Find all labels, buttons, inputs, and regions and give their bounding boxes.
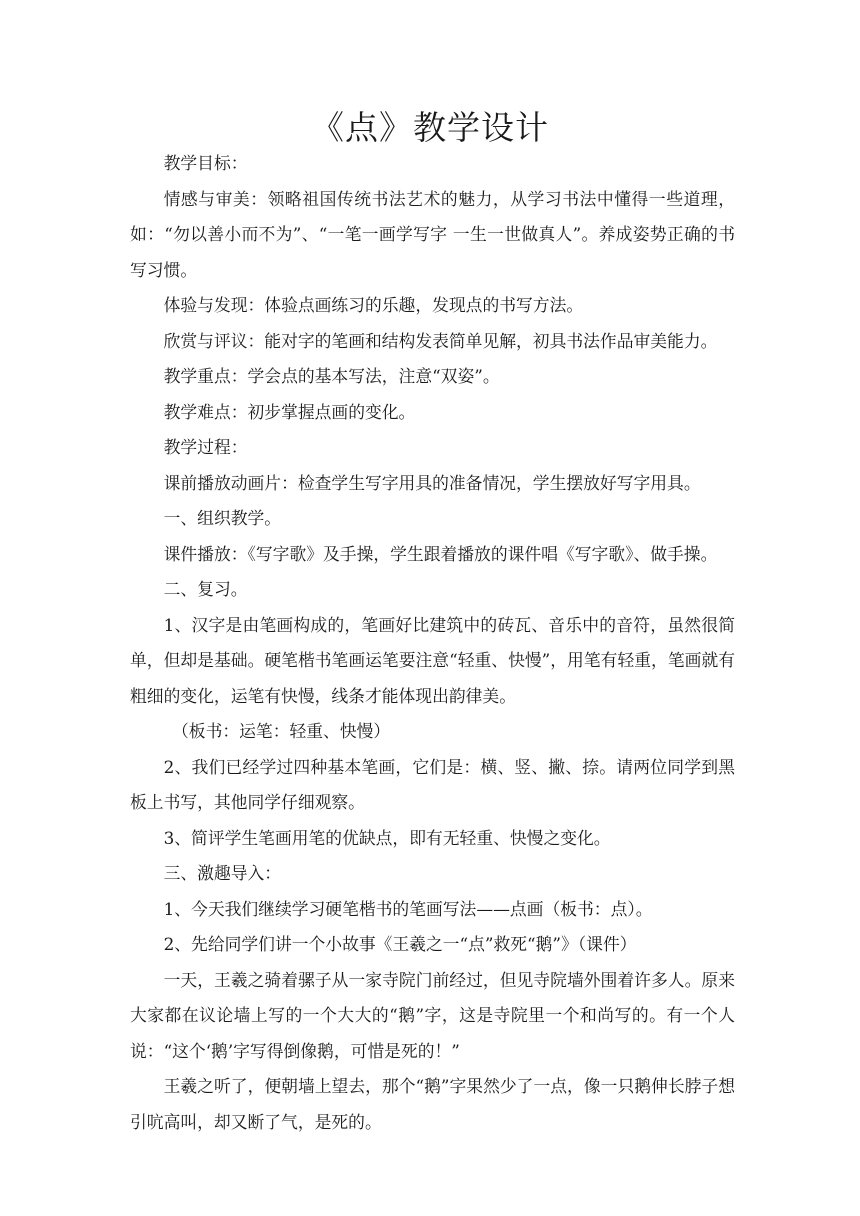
paragraph-section-one: 一、组织教学。 [163,508,282,528]
paragraph-board-note: （板书：运笔：轻重、快慢） [172,721,391,741]
paragraph-review-2: 2、我们已经学过四种基本笔画，它们是：横、竖、撇、捺。请两位同学到黑板上书写，其他同学仔细观察。 [130,756,735,812]
paragraph-section-three: 三、激趣导入： [163,863,282,883]
paragraph-intro-1: 1、今天我们继续学习硬笔楷书的笔画写法——点画（板书：点）。 [163,898,653,919]
paragraph-review-1: 1、汉字是由笔画构成的，笔画好比建筑中的砖瓦、音乐中的音符，虽然很简单，但却是基础。硬笔楷书笔画运笔要注意“轻重、快慢”，用笔有轻重，笔画就有粗细的变化，运笔有快慢，线条才能体现出韵律美。 [130,614,735,706]
paragraph-pre-class: 课前播放动画片：检查学生写字用具的准备情况，学生摆放好写字用具。 [163,472,701,493]
document-title: 《点》教学设计 [311,108,549,147]
document-body [130,146,735,1140]
paragraph-section-two: 二、复习。 [163,579,248,599]
paragraph-process-heading: 教学过程： [163,437,248,457]
paragraph-story-1: 一天，王羲之骑着骡子从一家寺院门前经过，但见寺院墙外围着许多人。原来大家都在议论墙上写的一个大大的“鹅”字，这是寺院里一个和尚写的。有一个人说：“这个‘鹅’字写得倒像鹅，可惜是死的！” [130,969,735,1061]
paragraph-appreciation-review: 欣赏与评议：能对字的笔画和结构发表简单见解，初具书法作品审美能力。 [163,330,718,351]
paragraph-review-3: 3、简评学生笔画用笔的优缺点，即有无轻重、快慢之变化。 [163,827,611,848]
paragraph-emotion-aesthetics: 情感与审美：领略祖国传统书法艺术的魅力，从学习书法中懂得一些道理，如：“勿以善小而不为”、“一笔一画学写字 一生一世做真人”。养成姿势正确的书写习惯。 [130,188,735,280]
paragraph-teaching-goals-heading: 教学目标： [163,153,248,173]
paragraph-key-point: 教学重点：学会点的基本写法，注意“双姿”。 [163,366,500,386]
paragraph-experience-discovery: 体验与发现：体验点画练习的乐趣，发现点的书写方法。 [163,295,584,315]
paragraph-courseware-song: 课件播放：《写字歌》及手操，学生跟着播放的课件唱《写字歌》、做手操。 [163,543,718,564]
paragraph-story-2: 王羲之听了，便朝墙上望去，那个“鹅”字果然少了一点，像一只鹅伸长脖子想引吭高叫，却又断了气，是死的。 [130,1076,735,1132]
paragraph-intro-2: 2、先给同学们讲一个小故事《王羲之一“点”救死“鹅”》（课件） [163,934,637,954]
paragraph-difficult-point: 教学难点：初步掌握点画的变化。 [163,401,416,422]
